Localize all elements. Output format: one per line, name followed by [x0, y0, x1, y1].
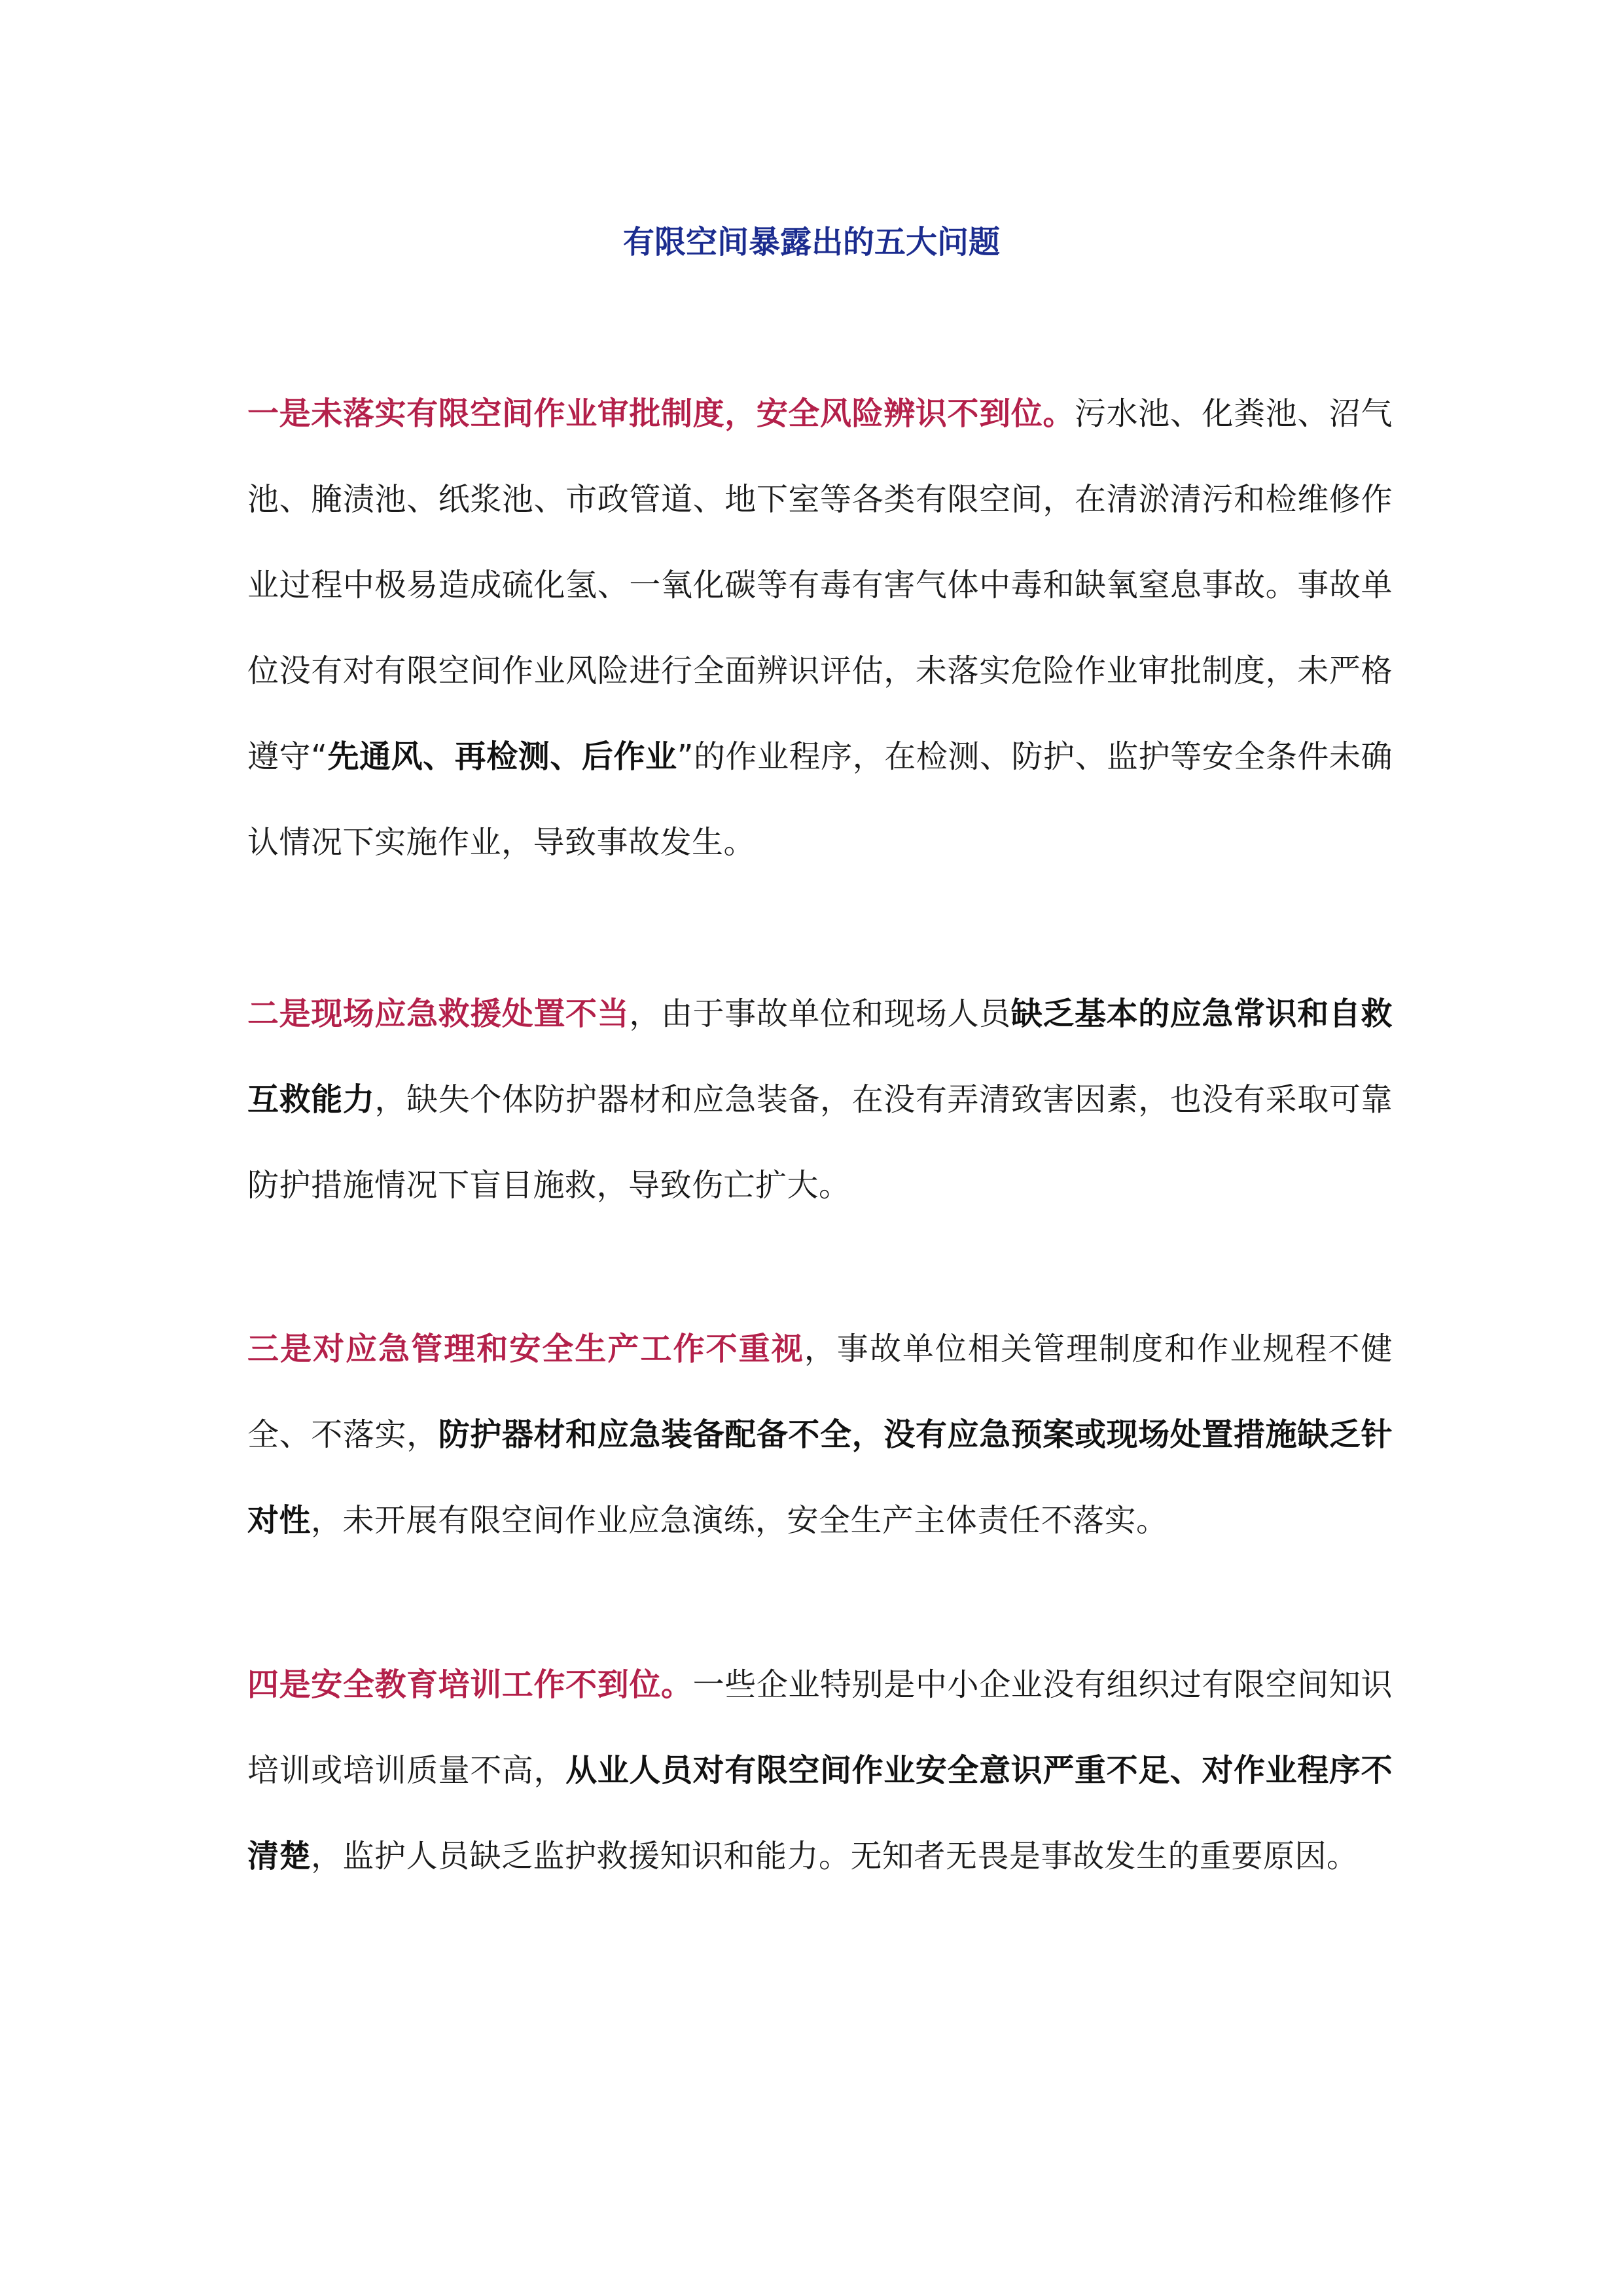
section-1-lead: 一是未落实有限空间作业审批制度，安全风险辨识不到位。 [247, 395, 1075, 432]
section-3-text-2: ，未开展有限空间作业应急演练，安全生产主体责任不落实。 [311, 1502, 1168, 1539]
section-2-lead: 二是现场应急救援处置不当 [247, 996, 630, 1032]
section-2-text-1: ，由于事故单位和现场人员 [629, 996, 1011, 1032]
document-title: 有限空间暴露出的五大问题 [622, 224, 1000, 260]
section-2-paragraph [247, 971, 1393, 1229]
section-3-paragraph [247, 1306, 1393, 1564]
section-4-text-2: ，监护人员缺乏监护救援知识和能力。无知者无畏是事故发生的重要原因。 [311, 1838, 1359, 1874]
section-1-text-2: ”的作业程序，在检测、防护、监护等安全条件未确认情况下实施作业，导致事故发生。 [247, 738, 1393, 861]
section-4-text-1: 一些企业特别是中小企业没有组织过有限空间知识培训或培训质量不高， [247, 1666, 1393, 1789]
section-1-text-1: 污水池、化粪池、沼气池、腌渍池、纸浆池、市政管道、地下室等各类有限空间，在清淤清污和检维修作业过程中极易造成硫化氢、一氧化碳等有毒有害气体中毒和缺氧窒息事故。事故单位没有对有限空间作业风险进行全面辨识评估，未落实危险作业审批制度，未严格遵守“ [247, 395, 1393, 775]
section-1-paragraph [247, 371, 1393, 886]
section-2-text-2: ，缺失个体防护器材和应急装备，在没有弄清致害因素，也没有采取可靠防护措施情况下盲目施救，导致伤亡扩大。 [247, 1081, 1393, 1204]
section-4-lead: 四是安全教育培训工作不到位。 [247, 1666, 693, 1703]
section-3-text-1: ，事故单位相关管理制度和作业规程不健全、不落实， [247, 1331, 1393, 1453]
section-3-lead: 三是对应急管理和安全生产工作不重视 [247, 1331, 804, 1367]
section-4-paragraph [247, 1642, 1393, 1899]
section-1-bold-1: 先通风、再检测、后作业 [327, 738, 677, 775]
section-2-bold-1: 缺乏基本的应急常识和自救互救能力 [247, 996, 1393, 1118]
section-4-bold-1: 从业人员对有限空间作业安全意识严重不足、对作业程序不清楚 [247, 1752, 1393, 1874]
section-3-bold-1: 防护器材和应急装备配备不全，没有应急预案或现场处置措施缺乏针对性 [247, 1416, 1393, 1539]
